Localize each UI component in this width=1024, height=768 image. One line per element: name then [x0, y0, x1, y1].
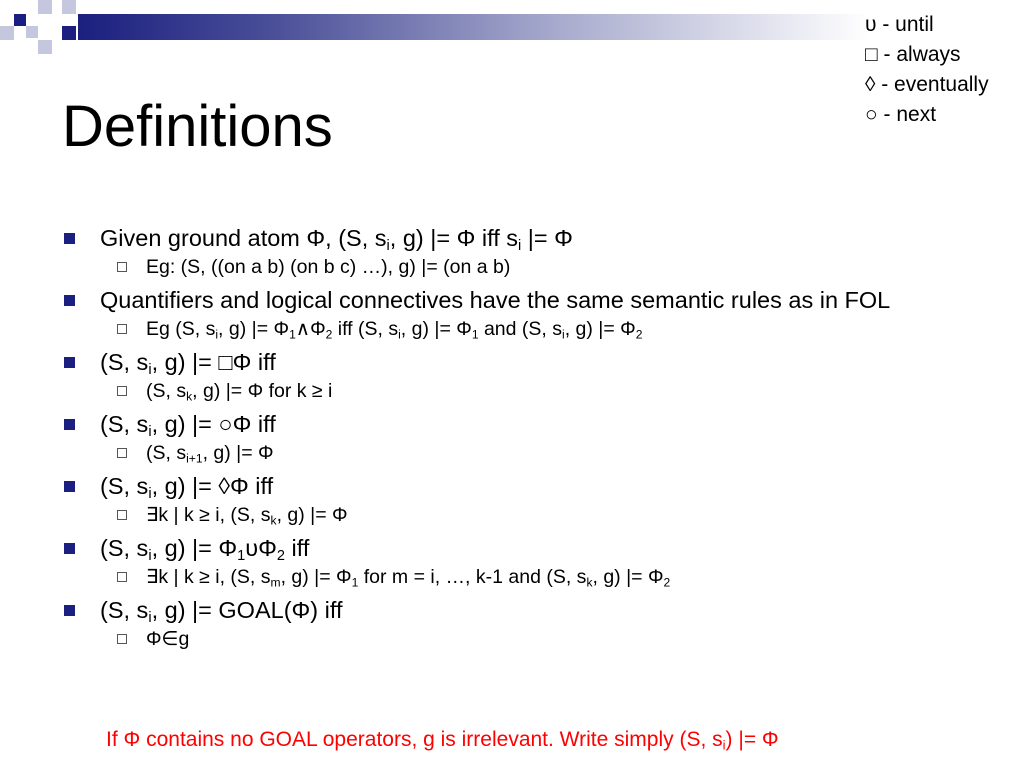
bullet-item — [64, 534, 984, 565]
sub-bullet-item — [64, 626, 984, 652]
text-segment: Eg: (S, ((on a b) (on b c) …), g) |= (on a b) — [146, 256, 511, 278]
text-segment: (S, s — [100, 597, 149, 623]
bullet-item — [64, 472, 984, 503]
footer-note — [106, 726, 1006, 754]
sub-bullet-item — [64, 378, 984, 404]
legend-always: □ - always — [865, 43, 961, 66]
subscript: k — [270, 513, 277, 528]
bullet-item — [64, 596, 984, 627]
text-segment: (S, s — [146, 380, 187, 402]
subscript: i — [215, 327, 219, 342]
subscript: k — [586, 575, 593, 590]
subscript: i — [722, 737, 726, 753]
square-bullet-icon — [64, 543, 75, 554]
hollow-square-bullet-icon — [117, 634, 127, 644]
hollow-square-bullet-icon — [117, 448, 127, 458]
square-bullet-icon — [64, 481, 75, 492]
text-segment: (S, s — [100, 473, 149, 499]
bullet-item — [64, 348, 984, 379]
text-segment: υΦ — [245, 535, 277, 561]
subscript: 1 — [351, 575, 359, 590]
subscript: i — [148, 548, 152, 565]
text-segment: (S, s — [146, 442, 187, 464]
text-segment: , g) |= Φ — [218, 318, 290, 340]
header-gradient-bar — [78, 14, 870, 40]
subscript: 2 — [276, 548, 285, 565]
deco-square — [62, 0, 76, 14]
subscript: i — [562, 327, 565, 342]
text-segment: and (S, s — [478, 318, 563, 340]
bullet-item — [64, 224, 984, 255]
subscript: k — [186, 389, 193, 404]
deco-square — [14, 14, 26, 26]
subscript: 1 — [471, 327, 479, 342]
subscript: 1 — [289, 327, 296, 342]
square-bullet-icon — [64, 233, 75, 244]
subscript: i — [398, 327, 401, 342]
text-segment: , g) |= GOAL(Φ) iff — [151, 597, 343, 623]
deco-square — [0, 26, 14, 40]
text-segment: iff — [284, 535, 310, 561]
text-segment: Φ∈g — [146, 628, 190, 650]
legend-next: ○ - next — [865, 103, 937, 126]
text-segment: ) |= Φ — [725, 728, 779, 751]
text-segment: ∧Φ — [295, 318, 326, 340]
square-bullet-icon — [64, 357, 75, 368]
text-segment: ∃k | k ≥ i, (S, s — [146, 566, 271, 588]
deco-square — [62, 26, 76, 40]
subscript: i — [518, 238, 522, 255]
hollow-square-bullet-icon — [117, 386, 127, 396]
text-segment: , g) |= Φ — [202, 442, 274, 464]
subscript: 2 — [635, 327, 643, 342]
deco-square — [26, 26, 38, 38]
sub-bullet-item — [64, 316, 984, 342]
bullet-item — [64, 286, 984, 314]
deco-square — [38, 40, 52, 54]
subscript: 2 — [325, 327, 333, 342]
subscript: i+1 — [186, 451, 203, 466]
subscript: i — [148, 610, 152, 627]
text-segment: (S, s — [100, 349, 149, 375]
hollow-square-bullet-icon — [117, 572, 127, 582]
subscript: i — [148, 424, 152, 441]
sub-bullet-item — [64, 440, 984, 466]
sub-bullet-item — [64, 254, 984, 280]
text-segment: , g) |= ○Φ iff — [151, 411, 276, 437]
text-segment: Given ground atom Φ, (S, s — [100, 225, 387, 251]
subscript: 1 — [237, 548, 246, 565]
square-bullet-icon — [64, 605, 75, 616]
subscript: m — [270, 575, 281, 590]
text-segment: , g) |= Φ — [564, 318, 636, 340]
text-segment: Eg (S, s — [146, 318, 216, 340]
square-bullet-icon — [64, 295, 75, 306]
subscript: i — [386, 238, 390, 255]
legend-eventually: ◊ - eventually — [865, 73, 989, 96]
subscript: 2 — [663, 575, 671, 590]
text-segment: Quantifiers and logical connectives have the same semantic rules as in FOL — [100, 287, 891, 313]
text-segment: |= Φ — [521, 225, 573, 251]
square-bullet-icon — [64, 419, 75, 430]
text-segment: , g) |= Φ — [151, 535, 238, 561]
definitions-list — [64, 224, 984, 658]
text-segment: , g) |= ◊Φ iff — [151, 473, 274, 499]
hollow-square-bullet-icon — [117, 510, 127, 520]
operator-legend — [865, 10, 989, 130]
sub-bullet-item — [64, 502, 984, 528]
text-segment: for m = i, …, k-1 and (S, s — [358, 566, 587, 588]
slide-title: Definitions — [62, 94, 333, 159]
subscript: i — [148, 362, 152, 379]
text-segment: , g) |= □Φ iff — [151, 349, 276, 375]
sub-bullet-item — [64, 564, 984, 590]
text-segment: , g) |= Φ iff s — [389, 225, 519, 251]
text-segment: If Φ contains no GOAL operators, g is irrelevant. Write simply (S, s — [106, 728, 723, 751]
text-segment: , g) |= Φ — [276, 504, 348, 526]
text-segment: , g) |= Φ — [280, 566, 352, 588]
subscript: i — [148, 486, 152, 503]
hollow-square-bullet-icon — [117, 324, 127, 334]
legend-until: υ - until — [865, 13, 934, 36]
text-segment: (S, s — [100, 411, 149, 437]
text-segment: (S, s — [100, 535, 149, 561]
text-segment: , g) |= Φ — [400, 318, 472, 340]
bullet-item — [64, 410, 984, 441]
text-segment: iff (S, s — [332, 318, 399, 340]
hollow-square-bullet-icon — [117, 262, 127, 272]
deco-square — [38, 0, 52, 14]
text-segment: ∃k | k ≥ i, (S, s — [146, 504, 271, 526]
text-segment: , g) |= Φ — [592, 566, 664, 588]
text-segment: , g) |= Φ for k ≥ i — [192, 380, 333, 402]
